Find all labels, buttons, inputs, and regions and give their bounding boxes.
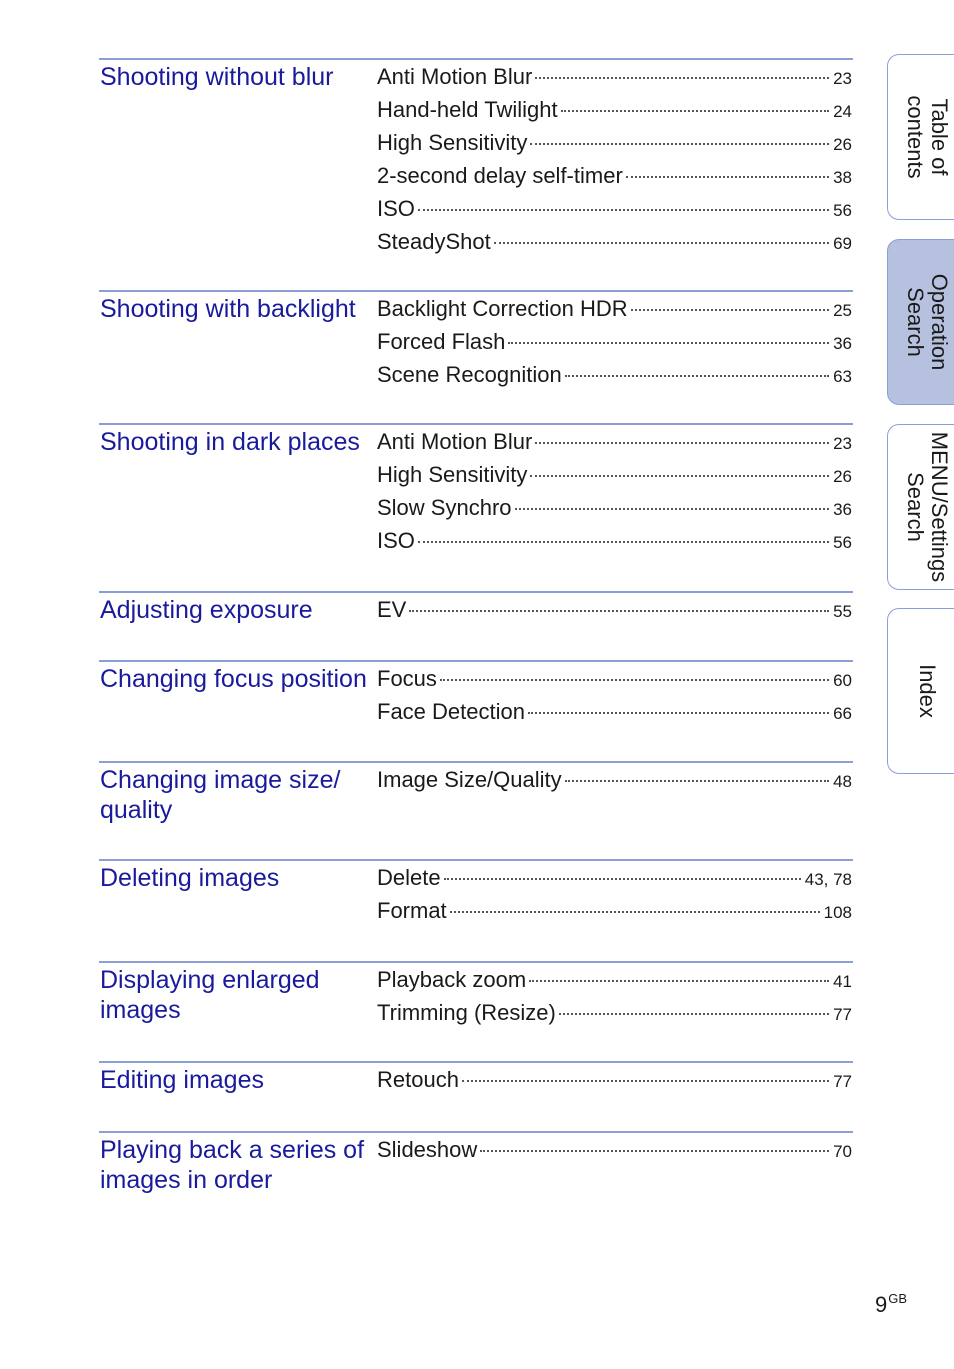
entry-label[interactable]: Slow Synchro [377,495,512,520]
section [99,1131,853,1194]
section-title[interactable]: Editing images [100,1066,264,1094]
entry-row[interactable] [377,228,852,261]
section-title[interactable]: Shooting in dark places [100,428,360,456]
dot-leader [515,508,830,510]
dot-leader [418,209,829,211]
tab-label: Index [915,664,940,718]
tab-label: Table of contents [903,95,952,179]
entry-row[interactable] [377,494,852,527]
page-number-value: 9 [875,1292,888,1317]
dot-leader [565,780,829,782]
entry-row[interactable] [377,527,852,560]
entry-page-number[interactable]: 60 [833,671,852,690]
entry-label[interactable]: EV [377,597,407,622]
entry-page-number[interactable]: 25 [833,301,852,320]
entry-list [377,966,852,1032]
entry-page-number[interactable]: 26 [833,135,852,154]
entry-row[interactable] [377,461,852,494]
entry-page-number[interactable]: 41 [833,972,852,991]
entry-row[interactable] [377,162,852,195]
page-suffix: GB [888,1291,908,1306]
tab-menu-settings-search[interactable] [887,424,954,590]
entry-label[interactable]: Format [377,898,447,923]
entry-list [377,295,852,394]
entry-row[interactable] [377,1136,852,1169]
entry-row[interactable] [377,295,852,328]
dot-leader [418,541,829,543]
entry-page-number[interactable]: 70 [833,1142,852,1161]
tab-index[interactable] [887,608,954,774]
entry-page-number[interactable]: 43, 78 [804,870,852,889]
tab-label: MENU/Settings Search [903,431,952,583]
entry-label[interactable]: Scene Recognition [377,362,562,387]
entry-label[interactable]: Anti Motion Blur [377,429,533,454]
section [99,58,853,254]
entry-row[interactable] [377,698,852,731]
entry-row[interactable] [377,665,852,698]
entry-row[interactable] [377,897,852,930]
section [99,290,853,387]
entry-list [377,1066,852,1099]
entry-row[interactable] [377,864,852,897]
section [99,660,853,724]
section [99,591,853,624]
section-title[interactable]: Adjusting exposure [100,596,313,624]
entry-page-number[interactable]: 26 [833,467,852,486]
dot-leader [535,442,829,444]
dot-leader [440,679,829,681]
entry-label[interactable]: Backlight Correction HDR [377,296,628,321]
entry-label[interactable]: ISO [377,196,415,221]
entry-row[interactable] [377,596,852,629]
entry-page-number[interactable]: 56 [833,533,852,552]
entry-label[interactable]: Delete [377,865,441,890]
dot-leader [535,77,829,79]
entry-list [377,766,852,799]
entry-row[interactable] [377,999,852,1032]
entry-page-number[interactable]: 23 [833,69,852,88]
entry-page-number[interactable]: 108 [823,903,852,922]
entry-list [377,864,852,930]
dot-leader [409,610,829,612]
dot-leader [561,110,829,112]
tab-operation-search[interactable] [887,239,954,405]
entry-list [377,1136,852,1169]
entry-row[interactable] [377,195,852,228]
dot-leader [530,475,829,477]
entry-label[interactable]: Retouch [377,1067,459,1092]
tab-table-of-contents[interactable] [887,54,954,220]
entry-page-number[interactable]: 23 [833,434,852,453]
section [99,859,853,923]
section [99,1061,853,1094]
tab-label: Operation Search [903,273,952,371]
entry-row[interactable] [377,766,852,799]
entry-label[interactable]: ISO [377,528,415,553]
entry-page-number[interactable]: 55 [833,602,852,621]
entry-label[interactable]: 2-second delay self-timer [377,163,623,188]
entry-row[interactable] [377,328,852,361]
entry-label[interactable]: Face Detection [377,699,525,724]
dot-leader [508,342,829,344]
dot-leader [444,878,801,880]
section-title[interactable]: Shooting with backlight [100,295,356,323]
entry-label[interactable]: Anti Motion Blur [377,64,533,89]
entry-list [377,428,852,560]
page-number [875,1291,907,1318]
entry-page-number[interactable]: 48 [833,772,852,791]
dot-leader [462,1080,829,1082]
entry-row[interactable] [377,96,852,129]
entry-page-number[interactable]: 36 [833,334,852,353]
section-title[interactable]: Displaying enlarged images [100,966,320,1024]
entry-row[interactable] [377,966,852,999]
section-title[interactable]: Changing image size/ quality [100,766,341,824]
entry-page-number[interactable]: 77 [833,1005,852,1024]
entry-label[interactable]: SteadyShot [377,229,491,254]
entry-list [377,63,852,261]
dot-leader [480,1150,829,1152]
entry-label[interactable]: Hand-held Twilight [377,97,558,122]
entry-page-number[interactable]: 38 [833,168,852,187]
entry-page-number[interactable]: 24 [833,102,852,121]
section-title[interactable]: Deleting images [100,864,280,892]
dot-leader [559,1013,829,1015]
entry-list [377,665,852,731]
dot-leader [626,176,829,178]
entry-page-number[interactable]: 69 [833,234,852,253]
entry-page-number[interactable]: 36 [833,500,852,519]
dot-leader [494,242,829,244]
section-title[interactable]: Playing back a series of images in order [100,1136,365,1194]
entry-page-number[interactable]: 56 [833,201,852,220]
entry-label[interactable]: High Sensitivity [377,130,528,155]
entry-label[interactable]: Image Size/Quality [377,767,562,792]
entry-row[interactable] [377,63,852,96]
section [99,761,853,824]
entry-label[interactable]: High Sensitivity [377,462,528,487]
entry-label[interactable]: Playback zoom [377,967,527,992]
dot-leader [565,375,829,377]
entry-page-number[interactable]: 63 [833,367,852,386]
entry-row[interactable] [377,361,852,394]
entry-row[interactable] [377,1066,852,1099]
entry-page-number[interactable]: 77 [833,1072,852,1091]
entry-label[interactable]: Forced Flash [377,329,506,354]
entry-list [377,596,852,629]
dot-leader [530,143,829,145]
dot-leader [450,911,820,913]
entry-page-number[interactable]: 66 [833,704,852,723]
section [99,961,853,1025]
dot-leader [631,309,829,311]
section-title[interactable]: Changing focus position [100,665,367,693]
entry-label[interactable]: Slideshow [377,1137,478,1162]
entry-row[interactable] [377,129,852,162]
section [99,423,853,553]
section-title[interactable]: Shooting without blur [100,63,334,91]
dot-leader [528,712,829,714]
entry-row[interactable] [377,428,852,461]
entry-label[interactable]: Trimming (Resize) [377,1000,556,1025]
entry-label[interactable]: Focus [377,666,437,691]
dot-leader [529,980,829,982]
